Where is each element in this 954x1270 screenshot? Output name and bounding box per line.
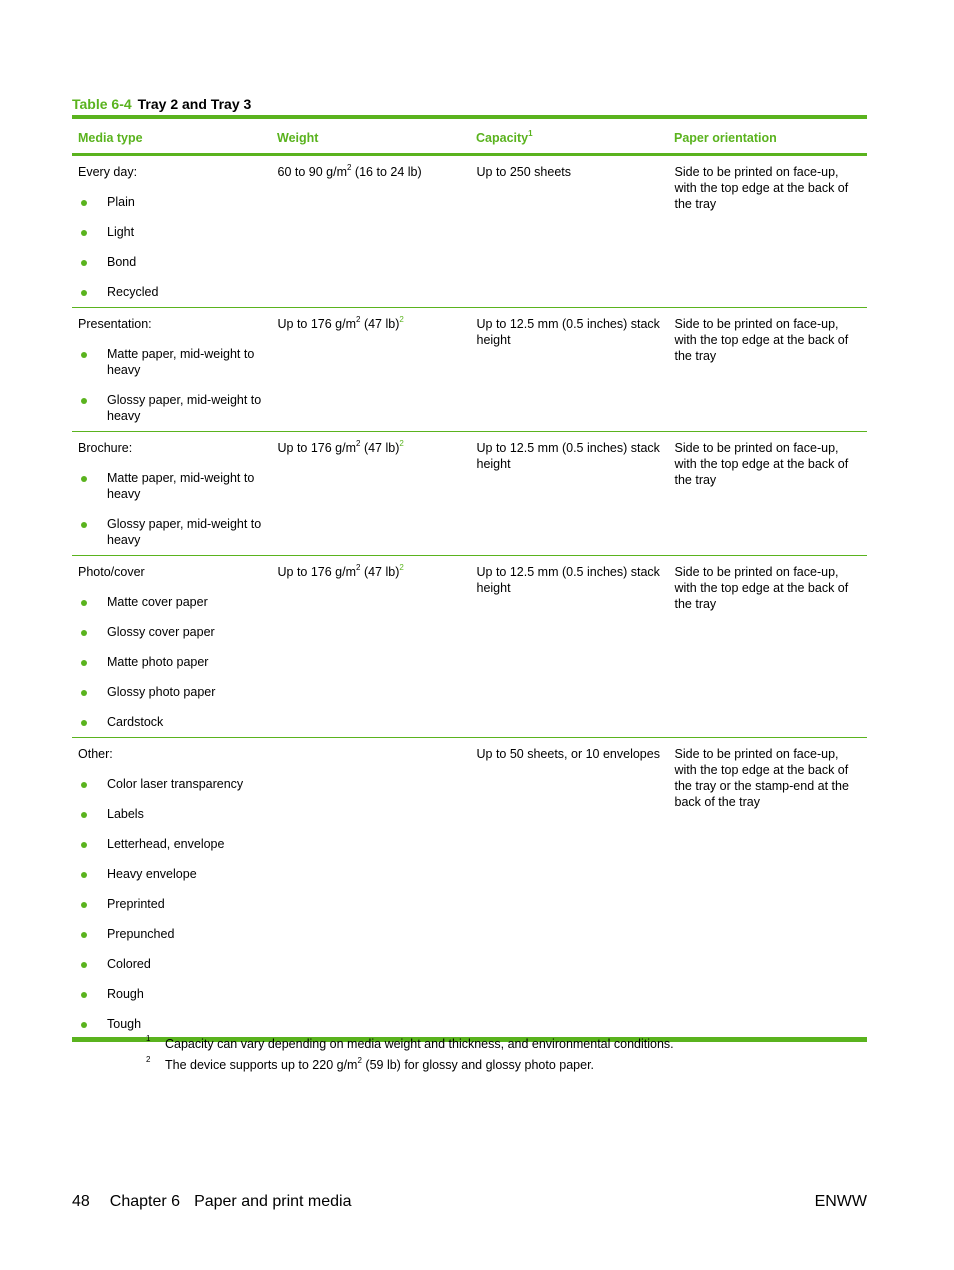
list-item <box>78 866 265 882</box>
orientation-cell: Side to be printed on face-up, with the top edge at the back of the tray <box>668 556 867 738</box>
footnote-2 <box>146 1055 595 1072</box>
media-type-cell <box>72 308 271 432</box>
weight-superscript: 2 <box>356 562 361 572</box>
footer-left <box>72 1193 867 1211</box>
footnote-number: 2 <box>146 1055 151 1064</box>
list-item <box>78 684 265 700</box>
footnote-text: Capacity can vary depending on media weight and thickness, and environmental conditions. <box>165 1037 674 1051</box>
bullet-icon <box>81 200 87 206</box>
weight-cell <box>271 556 470 738</box>
footnote-text: The device supports up to 220 g/m <box>165 1058 358 1072</box>
list-item-label: Heavy envelope <box>107 867 197 881</box>
header-row <box>72 117 867 155</box>
media-type-cell <box>72 738 271 1040</box>
bullet-icon <box>81 720 87 726</box>
media-list <box>78 194 265 300</box>
orientation-cell: Side to be printed on face-up, with the top edge at the back of the tray <box>668 432 867 556</box>
weight-value-end: (47 lb) <box>360 317 400 331</box>
list-item <box>78 392 265 424</box>
list-item <box>78 284 265 300</box>
bullet-icon <box>81 290 87 296</box>
list-item-label: Colored <box>107 957 151 971</box>
list-item <box>78 776 265 792</box>
footnote-1 <box>146 1034 674 1051</box>
weight-footnote-ref: 2 <box>399 314 404 324</box>
weight-value: Up to 176 g/m <box>277 441 357 455</box>
media-category-label: Presentation: <box>78 317 152 331</box>
list-item-label: Preprinted <box>107 897 165 911</box>
list-item <box>78 896 265 912</box>
list-item-label: Letterhead, envelope <box>107 837 225 851</box>
list-item <box>78 194 265 210</box>
media-list <box>78 776 265 1032</box>
table-row <box>72 155 867 308</box>
bullet-icon <box>81 812 87 818</box>
orientation-cell: Side to be printed on face-up, with the top edge at the back of the tray <box>668 155 867 308</box>
list-item-label: Glossy paper, mid-weight to heavy <box>107 517 262 547</box>
media-type-cell <box>72 556 271 738</box>
list-item <box>78 624 265 640</box>
list-item-label: Tough <box>107 1017 142 1031</box>
list-item-label: Glossy cover paper <box>107 625 215 639</box>
bullet-icon <box>81 660 87 666</box>
bullet-icon <box>81 782 87 788</box>
weight-value: 60 to 90 g/m <box>277 165 347 179</box>
table-row <box>72 556 867 738</box>
list-item <box>78 836 265 852</box>
media-type-cell <box>72 432 271 556</box>
media-list <box>78 594 265 730</box>
weight-cell <box>271 738 470 1040</box>
list-item-label: Bond <box>107 255 137 269</box>
media-category-label: Brochure: <box>78 441 133 455</box>
list-item <box>78 470 265 502</box>
bullet-icon <box>81 600 87 606</box>
bullet-icon <box>81 872 87 878</box>
table-row <box>72 432 867 556</box>
list-item <box>78 516 265 548</box>
header-orientation: Paper orientation <box>668 117 867 155</box>
list-item <box>78 254 265 270</box>
table-caption <box>72 96 251 112</box>
list-item <box>78 714 265 730</box>
list-item <box>78 986 265 1002</box>
page-footer <box>72 1193 867 1211</box>
table-title: Tray 2 and Tray 3 <box>137 96 252 112</box>
bullet-icon <box>81 932 87 938</box>
weight-footnote-ref: 2 <box>399 562 404 572</box>
list-item-label: Matte cover paper <box>107 595 208 609</box>
bullet-icon <box>81 690 87 696</box>
bullet-icon <box>81 1022 87 1028</box>
list-item-label: Prepunched <box>107 927 175 941</box>
list-item-label: Cardstock <box>107 715 164 729</box>
table-row <box>72 308 867 432</box>
orientation-cell: Side to be printed on face-up, with the top edge at the back of the tray <box>668 308 867 432</box>
list-item-label: Labels <box>107 807 144 821</box>
list-item-label: Matte paper, mid-weight to heavy <box>107 471 255 501</box>
list-item <box>78 654 265 670</box>
header-weight: Weight <box>271 117 470 155</box>
capacity-cell: Up to 50 sheets, or 10 envelopes <box>470 738 668 1040</box>
footnote-number: 1 <box>146 1034 151 1043</box>
bullet-icon <box>81 260 87 266</box>
media-table <box>72 115 867 1042</box>
media-list <box>78 346 265 424</box>
bullet-icon <box>81 398 87 404</box>
brand-label: ENWW <box>814 1193 867 1210</box>
capacity-cell: Up to 12.5 mm (0.5 inches) stack height <box>470 308 668 432</box>
table-number: Table 6-4 <box>72 96 132 112</box>
list-item <box>78 224 265 240</box>
weight-superscript: 2 <box>347 162 352 172</box>
list-item-label: Rough <box>107 987 144 1001</box>
media-type-cell <box>72 155 271 308</box>
media-category-label: Every day: <box>78 165 138 179</box>
capacity-footnote-ref: 1 <box>528 128 533 138</box>
weight-cell <box>271 308 470 432</box>
media-list <box>78 470 265 548</box>
footnote-text-end: (59 lb) for glossy and glossy photo paper. <box>361 1058 595 1072</box>
capacity-cell: Up to 12.5 mm (0.5 inches) stack height <box>470 432 668 556</box>
bullet-icon <box>81 476 87 482</box>
list-item <box>78 594 265 610</box>
weight-value: Up to 176 g/m <box>277 565 357 579</box>
list-item-label: Glossy paper, mid-weight to heavy <box>107 393 262 423</box>
list-item-label: Matte photo paper <box>107 655 209 669</box>
table-row <box>72 738 867 1040</box>
header-capacity-label: Capacity <box>476 131 529 145</box>
list-item-label: Light <box>107 225 135 239</box>
chapter-label: Chapter 6 <box>109 1193 181 1210</box>
list-item-label: Color laser transparency <box>107 777 244 791</box>
bullet-icon <box>81 522 87 528</box>
header-capacity <box>470 117 668 155</box>
bullet-icon <box>81 230 87 236</box>
media-category-label: Other: <box>78 747 113 761</box>
bullet-icon <box>81 842 87 848</box>
bullet-icon <box>81 992 87 998</box>
footnote-superscript: 2 <box>357 1055 362 1065</box>
media-category-label: Photo/cover <box>78 565 145 579</box>
orientation-cell: Side to be printed on face-up, with the top edge at the back of the tray or the stamp-end at the back of the tray <box>668 738 867 1040</box>
weight-cell <box>271 155 470 308</box>
list-item-label: Plain <box>107 195 135 209</box>
list-item <box>78 346 265 378</box>
weight-value-end: (47 lb) <box>360 441 400 455</box>
list-item-label: Glossy photo paper <box>107 685 216 699</box>
chapter-title: Paper and print media <box>194 1193 352 1210</box>
weight-cell <box>271 432 470 556</box>
capacity-cell: Up to 250 sheets <box>470 155 668 308</box>
weight-value-end: (47 lb) <box>360 565 400 579</box>
bullet-icon <box>81 902 87 908</box>
page-number: 48 <box>72 1193 90 1210</box>
weight-value: Up to 176 g/m <box>277 317 357 331</box>
capacity-cell: Up to 12.5 mm (0.5 inches) stack height <box>470 556 668 738</box>
weight-footnote-ref: 2 <box>399 438 404 448</box>
list-item <box>78 806 265 822</box>
weight-value-end: (16 to 24 lb) <box>351 165 422 179</box>
weight-superscript: 2 <box>356 314 361 324</box>
weight-superscript: 2 <box>356 438 361 448</box>
bullet-icon <box>81 630 87 636</box>
list-item <box>78 1016 265 1032</box>
bullet-icon <box>81 962 87 968</box>
header-media-type: Media type <box>72 117 271 155</box>
list-item-label: Matte paper, mid-weight to heavy <box>107 347 255 377</box>
bullet-icon <box>81 352 87 358</box>
list-item-label: Recycled <box>107 285 159 299</box>
list-item <box>78 956 265 972</box>
list-item <box>78 926 265 942</box>
